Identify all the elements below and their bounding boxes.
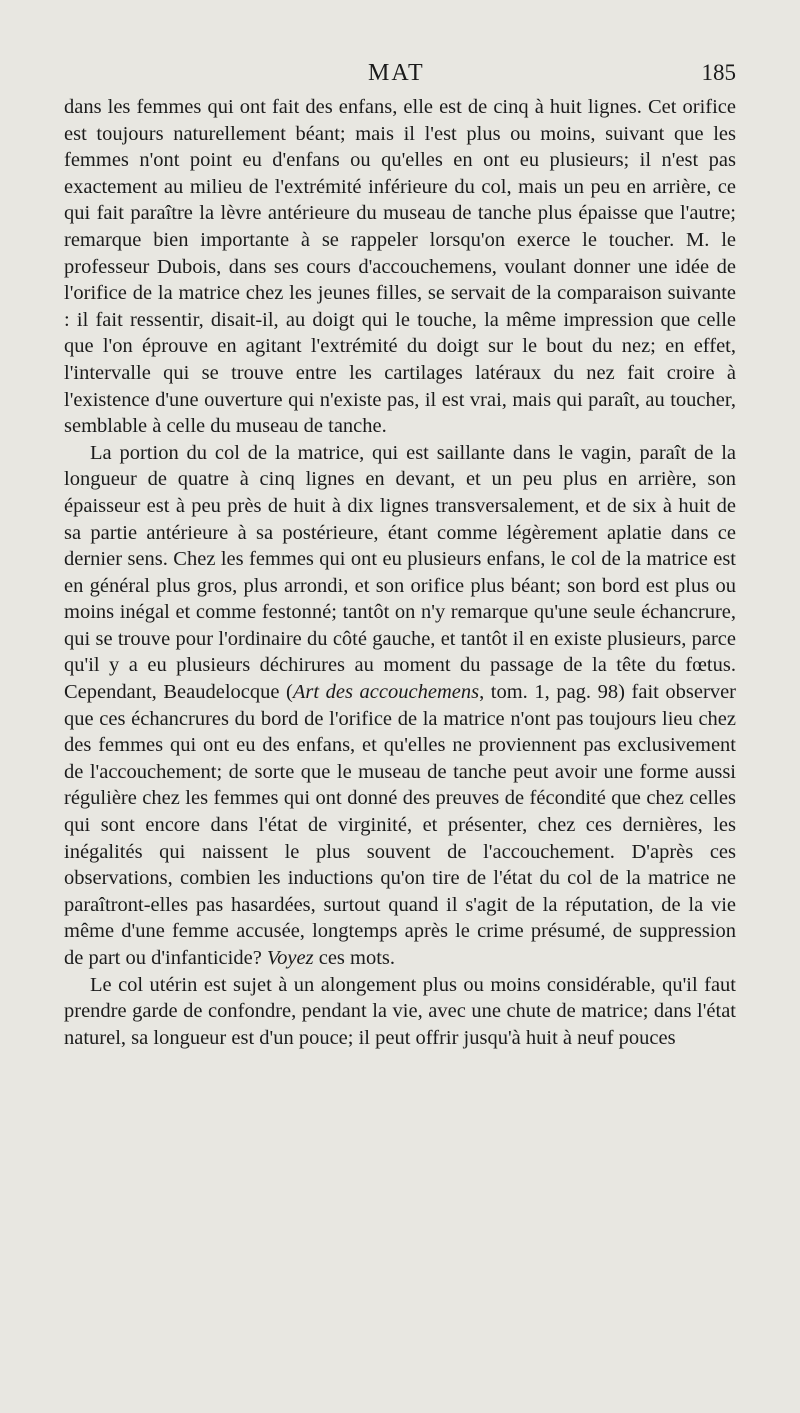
paragraph-3: Le col utérin est sujet à un alongement plus ou moins considérable, qu'il faut prendre garde de confondre, pendant la vie, avec une chute de matrice; dans l'état naturel, sa longueur est d'un pouce; il peut offrir jusqu'à huit à neuf pouces [64,973,736,1049]
paragraph-2-part-1: La portion du col de la matrice, qui est saillante dans le vagin, paraît de la longueur de quatre à cinq lignes en devant, et un peu plus en arrière, son épaisseur est à peu près de huit à dix lignes transversalement, et de six à huit de sa partie antérieure à sa postérieure, étant comme légèrement aplatie dans ce dernier sens. Chez les femmes qui ont eu plusieurs enfans, le col de la matrice est en général plus gros, plus arrondi, et son orifice plus béant; son bord est plus ou moins inégal et comme festonné; tantôt on n'y remarque qu'une seule échancrure, qui se trouve pour l'ordinaire du côté gauche, et tantôt il en existe plusieurs, parce qu'il y a eu plusieurs déchirures au moment du passage de la tête du fœtus. Cependant, Beaudelocque ( [64,441,736,704]
paragraph-2-part-2: , tom. 1, pag. 98) fait observer que ces échancrures du bord de l'orifice de la matrice n'ont pas toujours lieu chez des femmes qui ont eu des enfans, et qu'elles ne proviennent pas exclusivement de l'accouchement; de sorte que le museau de tanche peut avoir une forme aussi régulière chez les femmes qui ont donné des preuves de fécondité que chez celles qui sont encore dans l'état de virginité, et présenter, chez ces dernières, les inégalités qui naissent le plus souvent de l'accouchement. D'après ces observations, combien les inductions qu'on tire de l'état du col de la matrice ne paraîtront-elles pas hasardées, surtout quand il s'agit de la réputation, de la vie même d'une femme accusée, longtemps après le crime présumé, de suppression de part ou d'infanticide? [64,681,736,969]
body-text [64,94,736,1051]
paragraph-2 [64,440,736,972]
paragraph-1: dans les femmes qui ont fait des enfans, elle est de cinq à huit lignes. Cet orifice est toujours naturellement béant; mais il l'est plus ou moins, suivant que les femmes n'ont point eu d'enfans ou qu'elles en ont eu plusieurs; il n'est pas exactement au milieu de l'extrémité inférieure du col, mais un peu en arrière, ce qui fait paraître la lèvre antérieure du museau de tanche plus épaisse que l'autre; remarque bien importante à se rappeler lorsqu'on exerce le toucher. M. le professeur Dubois, dans ses cours d'accouchemens, voulant donner une idée de l'orifice de la matrice chez les jeunes filles, se servait de la comparaison suivante : il fait ressentir, disait-il, au doigt qui le touche, la même impression que celle que l'on éprouve en agitant l'extrémité du doigt sur le bout du nez; en effet, l'intervalle qui se trouve entre les cartilages latéraux du nez fait croire à l'existence d'une ouverture qui n'existe pas, il est vrai, mais qui paraît, au toucher, semblable à celle du museau de tanche. [64,96,736,438]
running-title: MAT [368,60,425,86]
page-number: 185 [701,60,736,85]
book-title-italic: Art des accouchemens [292,681,480,704]
voyez-italic: Voyez [266,947,314,969]
paragraph-2-part-3: ces mots. [313,947,396,969]
running-head [0,60,800,96]
